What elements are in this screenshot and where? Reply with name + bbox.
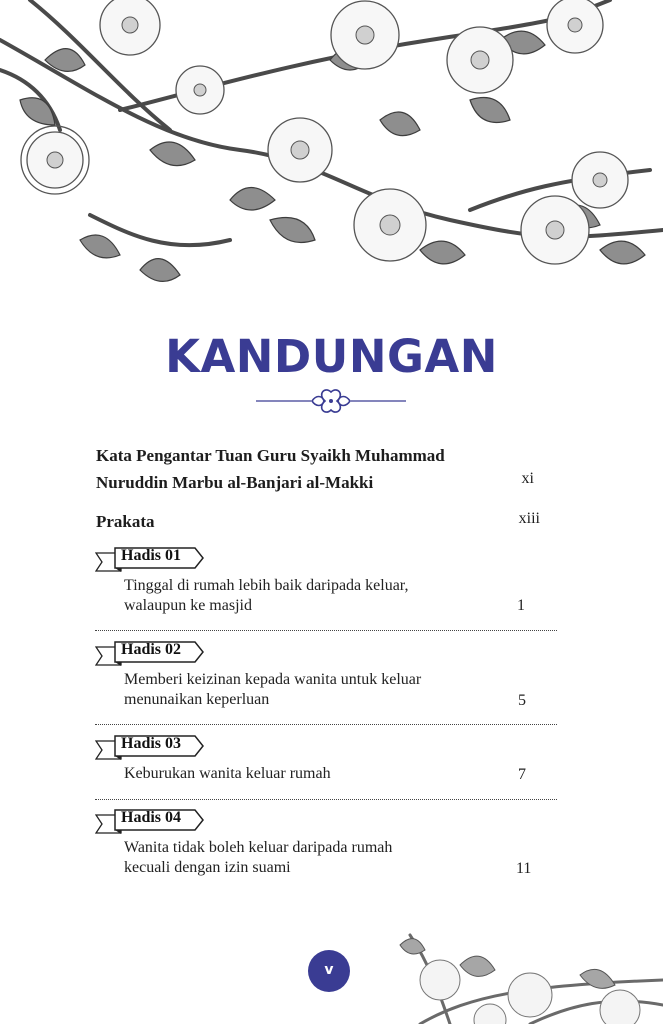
toc-entry-title-line: Nuruddin Marbu al-Banjari al-Makki (96, 473, 374, 492)
hadis-description-line: menunaikan keperluan (124, 691, 270, 708)
hadis-description (124, 838, 484, 878)
toc-entry-title-line: Kata Pengantar Tuan Guru Syaikh Muhammad (96, 446, 445, 465)
dotted-divider (95, 724, 557, 725)
hadis-description-line: kecuali dengan izin suami (124, 859, 291, 876)
hadis-description (124, 764, 484, 784)
hadis-description (124, 670, 484, 710)
hadis-description-line: walaupun ke masjid (124, 597, 252, 614)
toc-hadis-02[interactable] (95, 639, 557, 729)
hadis-description-line: Memberi keizinan kepada wanita untuk keluar (124, 671, 422, 688)
title-ornament-icon (256, 386, 406, 416)
toc-hadis-04[interactable] (95, 807, 557, 897)
toc-entry-kata-pengantar[interactable] (96, 442, 546, 496)
hadis-description-line: Tinggal di rumah lebih baik daripada keluar, (124, 577, 409, 594)
floral-illustration-top (0, 0, 663, 315)
hadis-page: 11 (516, 860, 532, 877)
floral-illustration-bottom (380, 925, 663, 1024)
toc-entry-page: xiii (518, 510, 540, 527)
hadis-label: Hadis 01 (121, 547, 182, 564)
hadis-description-line: Wanita tidak boleh keluar daripada rumah (124, 839, 393, 856)
toc-entry-prakata[interactable] (96, 508, 546, 535)
dotted-divider (95, 799, 557, 800)
toc-entry-page: xi (521, 470, 534, 487)
toc-entry-title-line: Prakata (96, 512, 155, 531)
toc-hadis-03[interactable] (95, 733, 557, 803)
hadis-page: 1 (517, 597, 525, 614)
dotted-divider (95, 630, 557, 631)
hadis-label: Hadis 03 (121, 735, 182, 752)
hadis-label: Hadis 04 (121, 809, 182, 826)
hadis-description (124, 576, 484, 616)
hadis-label: Hadis 02 (121, 641, 182, 658)
hadis-page: 5 (518, 692, 526, 709)
hadis-page: 7 (518, 766, 526, 783)
page-number-badge: v (308, 950, 350, 992)
page-title: KANDUNGAN (165, 330, 498, 383)
hadis-description-line: Keburukan wanita keluar rumah (124, 765, 331, 782)
toc-hadis-01[interactable] (95, 545, 557, 635)
